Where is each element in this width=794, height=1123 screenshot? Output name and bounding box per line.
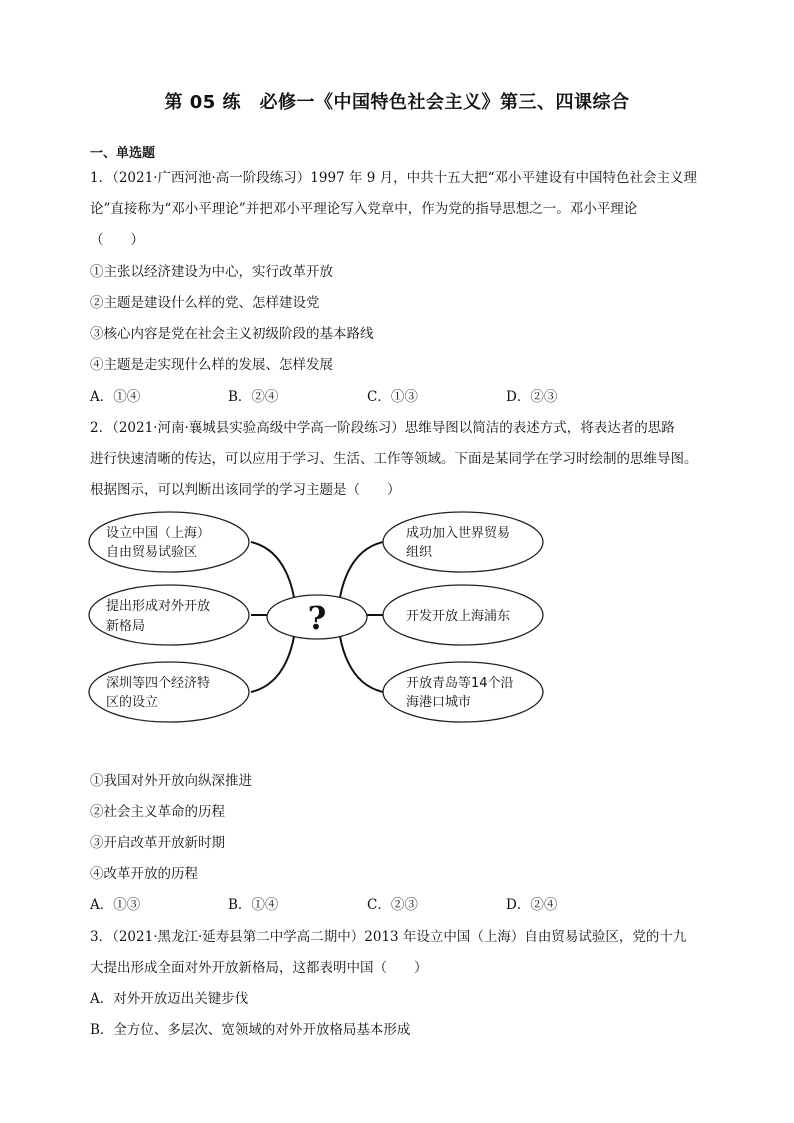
option-b[interactable]: B．①④ xyxy=(228,897,279,913)
question-stem-line: 根据图示，可以判断出该同学的学习主题是（ ） xyxy=(90,482,401,498)
statement-item: ③核心内容是党在社会主义初级阶段的基本路线 xyxy=(90,326,374,342)
statement-item: ④改革开放的历程 xyxy=(90,866,198,882)
mindmap-label: 设立中国（上海） xyxy=(106,526,211,541)
statement-item: ②社会主义革命的历程 xyxy=(90,804,225,820)
mindmap-label: 成功加入世界贸易 xyxy=(406,526,511,541)
mindmap-label: 组织 xyxy=(406,545,433,560)
mindmap-label: 开发开放上海浦东 xyxy=(406,609,511,624)
mindmap-node xyxy=(89,512,249,572)
option-a[interactable]: A．①③ xyxy=(90,897,141,913)
option-b[interactable]: B．全方位、多层次、宽领域的对外开放格局基本形成 xyxy=(90,1022,411,1038)
mindmap-label: 深圳等四个经济特 xyxy=(106,676,211,691)
mindmap-node xyxy=(89,585,249,645)
section-heading: 一、单选题 xyxy=(90,146,156,161)
mindmap-label: 开放青岛等14个沿 xyxy=(406,676,514,691)
page-title: 第 05 练 必修一《中国特色社会主义》第三、四课综合 xyxy=(164,92,630,113)
question-stem-line: 1．（2021·广西河池·高一阶段练习）1997 年 9 月，中共十五大把“邓小平建设有中国特色社会主义理 xyxy=(90,170,697,186)
mindmap-node xyxy=(383,662,543,722)
mindmap-label: 自由贸易试验区 xyxy=(106,545,198,560)
mindmap-label: 新格局 xyxy=(106,619,146,634)
statement-item: ④主题是走实现什么样的发展、怎样发展 xyxy=(90,357,333,373)
mindmap-node xyxy=(89,662,249,722)
question-stem-line: 3．（2021·黑龙江·延寿县第二中学高二期中）2013 年设立中国（上海）自由贸易试验区，党的十九 xyxy=(90,929,687,945)
mindmap-label: 提出形成对外开放 xyxy=(106,599,211,614)
question-stem-line: 进行快速清晰的传达，可以应用于学习、生活、工作等领域。下面是某同学在学习时绘制的思维导图。 xyxy=(90,451,698,467)
mindmap-node xyxy=(383,512,543,572)
mindmap-center-label: ? xyxy=(307,599,327,637)
option-d[interactable]: D．②③ xyxy=(506,389,558,405)
option-a[interactable]: A．①④ xyxy=(90,389,141,405)
question-stem-line: 论”直接称为“邓小平理论”并把邓小平理论写入党章中，作为党的指导思想之一。邓小平理论 xyxy=(90,201,638,217)
mindmap-label: 海港口城市 xyxy=(406,695,472,710)
option-d[interactable]: D．②④ xyxy=(506,897,558,913)
mindmap-label: 区的设立 xyxy=(106,695,159,710)
statement-item: ②主题是建设什么样的党、怎样建设党 xyxy=(90,295,320,311)
option-b[interactable]: B．②④ xyxy=(228,389,279,405)
option-a[interactable]: A．对外开放迈出关键步伐 xyxy=(90,991,249,1007)
mind-map-diagram xyxy=(86,510,556,730)
statement-item: ①主张以经济建设为中心，实行改革开放 xyxy=(90,264,333,280)
option-c[interactable]: C．①③ xyxy=(367,389,418,405)
statement-item: ③开启改革开放新时期 xyxy=(90,835,225,851)
statement-item: ①我国对外开放向纵深推进 xyxy=(90,773,252,789)
question-stem-line: 大提出形成全面对外开放新格局，这都表明中国（ ） xyxy=(90,960,428,976)
option-c[interactable]: C．②③ xyxy=(367,897,418,913)
question-stem-line: 2．（2021·河南·襄城县实验高级中学高一阶段练习）思维导图以简洁的表述方式，将表达者的思路 xyxy=(90,420,675,436)
question-stem-line: （ ） xyxy=(90,232,144,248)
